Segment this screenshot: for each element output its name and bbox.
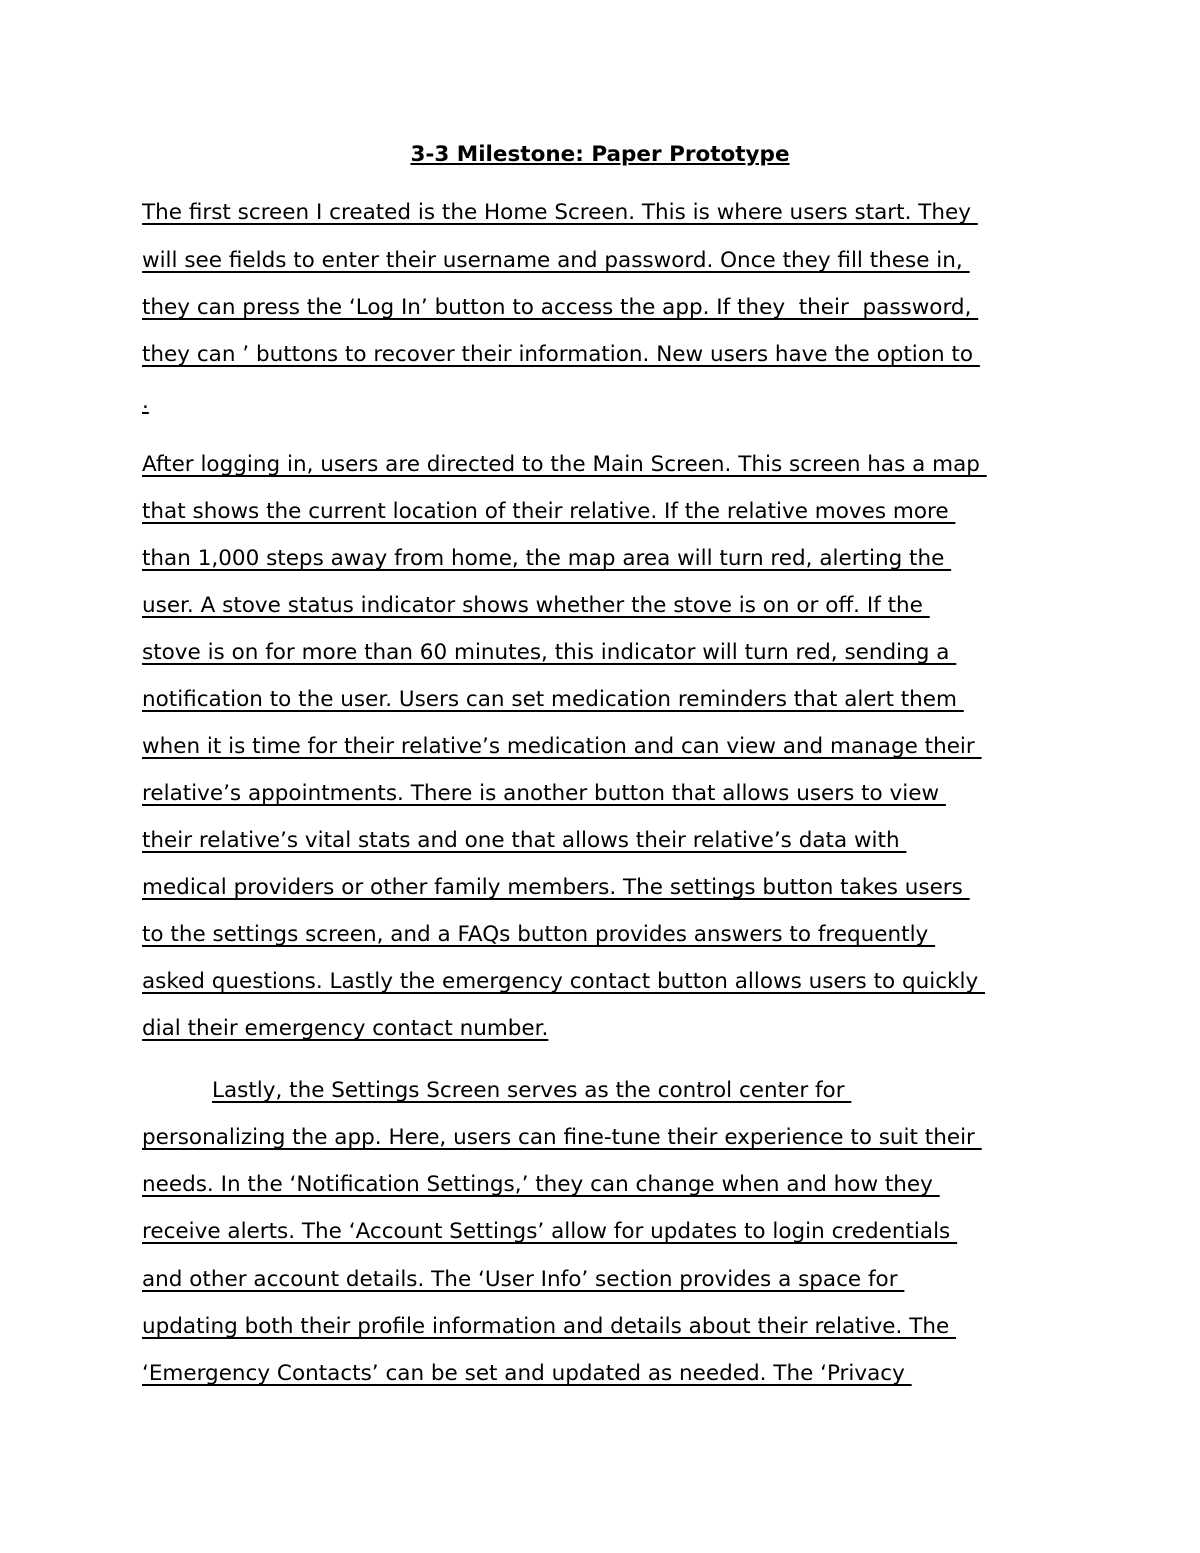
body-line: personalizing the app. Here, users can fine-tune their experience to suit their (142, 1125, 982, 1150)
body-line: notification to the user. Users can set medication reminders that alert them (142, 687, 964, 712)
body-line: and other account details. The ‘User Info’ section provides a space for (142, 1267, 905, 1292)
document-title: 3-3 Milestone: Paper Prototype (410, 142, 790, 167)
body-line: dial their emergency contact number. (142, 1016, 549, 1041)
body-line: Lastly, the Settings Screen serves as the control center for (212, 1078, 852, 1103)
body-line: medical providers or other family members. The settings button takes users (142, 875, 970, 900)
body-line: will see fields to enter their username and password. Once they fill these in, (142, 248, 970, 273)
body-line: user. A stove status indicator shows whether the stove is on or off. If the (142, 593, 930, 618)
body-line: . (142, 389, 149, 414)
body-line: The first screen I created is the Home Screen. This is where users start. They (142, 200, 978, 225)
body-line: to the settings screen, and a FAQs button provides answers to frequently (142, 922, 936, 947)
body-line: than 1,000 steps away from home, the map area will turn red, alerting the (142, 546, 952, 571)
body-line: receive alerts. The ‘Account Settings’ allow for updates to login credentials (142, 1219, 958, 1244)
body-line: that shows the current location of their relative. If the relative moves more (142, 499, 956, 524)
body-line: asked questions. Lastly the emergency contact button allows users to quickly (142, 969, 986, 994)
body-line: updating both their profile information and details about their relative. The (142, 1314, 957, 1339)
body-line: when it is time for their relative’s medication and can view and manage their (142, 734, 982, 759)
body-line: they can press the ‘Log In’ button to access the app. If they their password, (142, 295, 979, 320)
body-line: relative’s appointments. There is another button that allows users to view (142, 781, 946, 806)
body-line: ‘Emergency Contacts’ can be set and updated as needed. The ‘Privacy (142, 1361, 912, 1386)
body-line: needs. In the ‘Notification Settings,’ they can change when and how they (142, 1172, 940, 1197)
body-line: After logging in, users are directed to the Main Screen. This screen has a map (142, 452, 987, 477)
body-line: they can ’ buttons to recover their information. New users have the option to (142, 342, 980, 367)
body-line: stove is on for more than 60 minutes, this indicator will turn red, sending a (142, 640, 957, 665)
body-line: their relative’s vital stats and one that allows their relative’s data with (142, 828, 907, 853)
